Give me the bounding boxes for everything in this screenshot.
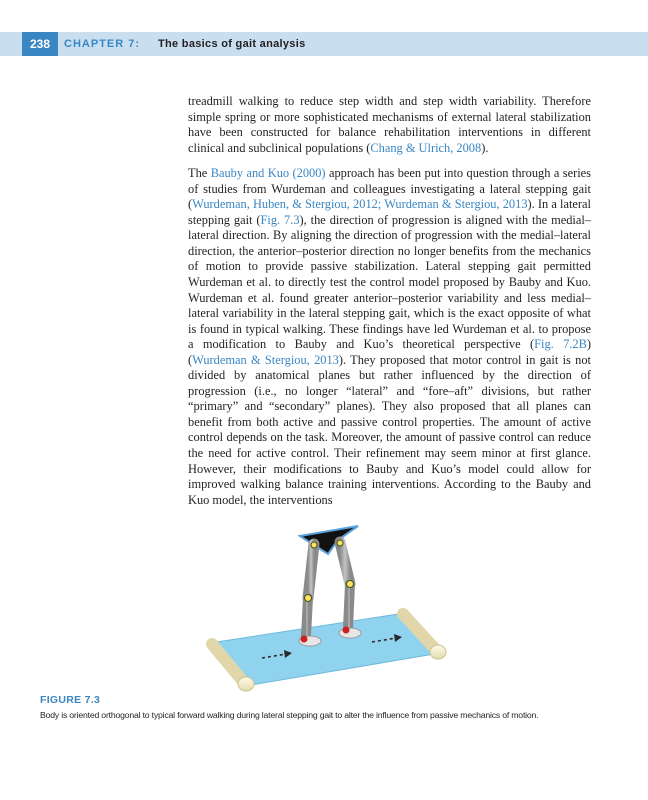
paragraph-1 <box>188 94 591 156</box>
left-shank <box>306 598 308 636</box>
right-thigh <box>340 542 350 584</box>
body-text <box>188 94 591 508</box>
text-run: ). They proposed that motor control in gait is not divided by anatomical planes but rather influenced by the direction of progression (i.e., no longer “lateral” and “fore–aft” divisions, but rather “primary” and “secondary” planes). They also proposed that all planes can benefit from both active and passive control properties. The amount of active control depends on the task. Moreover, the amount of passive control can reduce the need for active control. Their refinement may seem minor at first glance. However, their modifications to Bauby and Kuo’s model could allow for improved walking balance training interventions. According to the Bauby and Kuo model, the interventions <box>188 352 591 507</box>
chapter-title: The basics of gait analysis <box>158 38 306 50</box>
figure-reference-link[interactable]: Fig. 7.3 <box>260 212 300 227</box>
chapter-label: CHAPTER 7: <box>64 38 141 50</box>
figure-caption: Body is oriented orthogonal to typical forward walking during lateral stepping gait to alter the influence from passive mechanics of motion. <box>40 710 539 720</box>
page-number: 238 <box>22 32 58 56</box>
figure-reference-link[interactable]: Fig. 7.2B <box>534 337 587 352</box>
figure-label: FIGURE 7.3 <box>40 694 101 706</box>
lateral-stepping-treadmill-drawing <box>200 518 450 693</box>
paragraph-2 <box>188 166 591 508</box>
citation-link[interactable]: Wurdeman, Huben, & Stergiou, 2012; Wurdeman & Stergiou, 2013 <box>192 197 528 212</box>
text-run: ), the direction of progression is aligned with the medial–lateral direction. By aligning the direction of progression with the medial–lateral direction, the anterior–posterior direction no longer benefits from the mechanics of motion to provide passive stabilization. Lateral stepping gait permitted Wurdeman et al. to directly test the control model proposed by Bauby and Kuo. Wurdeman et al. found greater anterior–posterior variability and less medial–lateral variability in the lateral stepping gait, which is the exact opposite of what is found in typical walking. These findings have led Wurdeman et al. to propose a modification to Bauby and Kuo’s theoretical perspective ( <box>188 212 592 352</box>
knee-marker <box>347 581 354 588</box>
running-header <box>0 32 648 56</box>
left-thigh <box>308 544 314 598</box>
hip-marker <box>311 542 317 548</box>
ankle-marker <box>343 627 350 634</box>
text-run: The <box>188 166 211 181</box>
text-run: treadmill walking to reduce step width and step width variability. Therefore simple spring or more sophisticated mechanisms of external lateral stabilization have been constructed for balance rehabilitation interventions in different clinical and subclinical populations ( <box>188 94 591 155</box>
knee-marker <box>305 595 312 602</box>
right-foot <box>339 628 361 638</box>
text-run: ). <box>481 140 489 155</box>
citation-link[interactable]: Chang & Ulrich, 2008 <box>370 140 482 155</box>
text-run: ) ( <box>188 337 592 367</box>
text-run: approach has been put into question through a series of studies from Wurdeman and colleagues investigating a lateral stepping gait ( <box>188 166 591 212</box>
figure-7-3-illustration <box>200 518 450 693</box>
citation-link[interactable]: Bauby and Kuo (2000) <box>210 166 326 181</box>
right-shank <box>348 584 350 628</box>
citation-link[interactable]: Wurdeman & Stergiou, 2013 <box>192 352 339 367</box>
ankle-marker <box>301 636 308 643</box>
text-run: ). In a lateral stepping gait ( <box>188 197 591 227</box>
hip-marker <box>337 540 343 546</box>
